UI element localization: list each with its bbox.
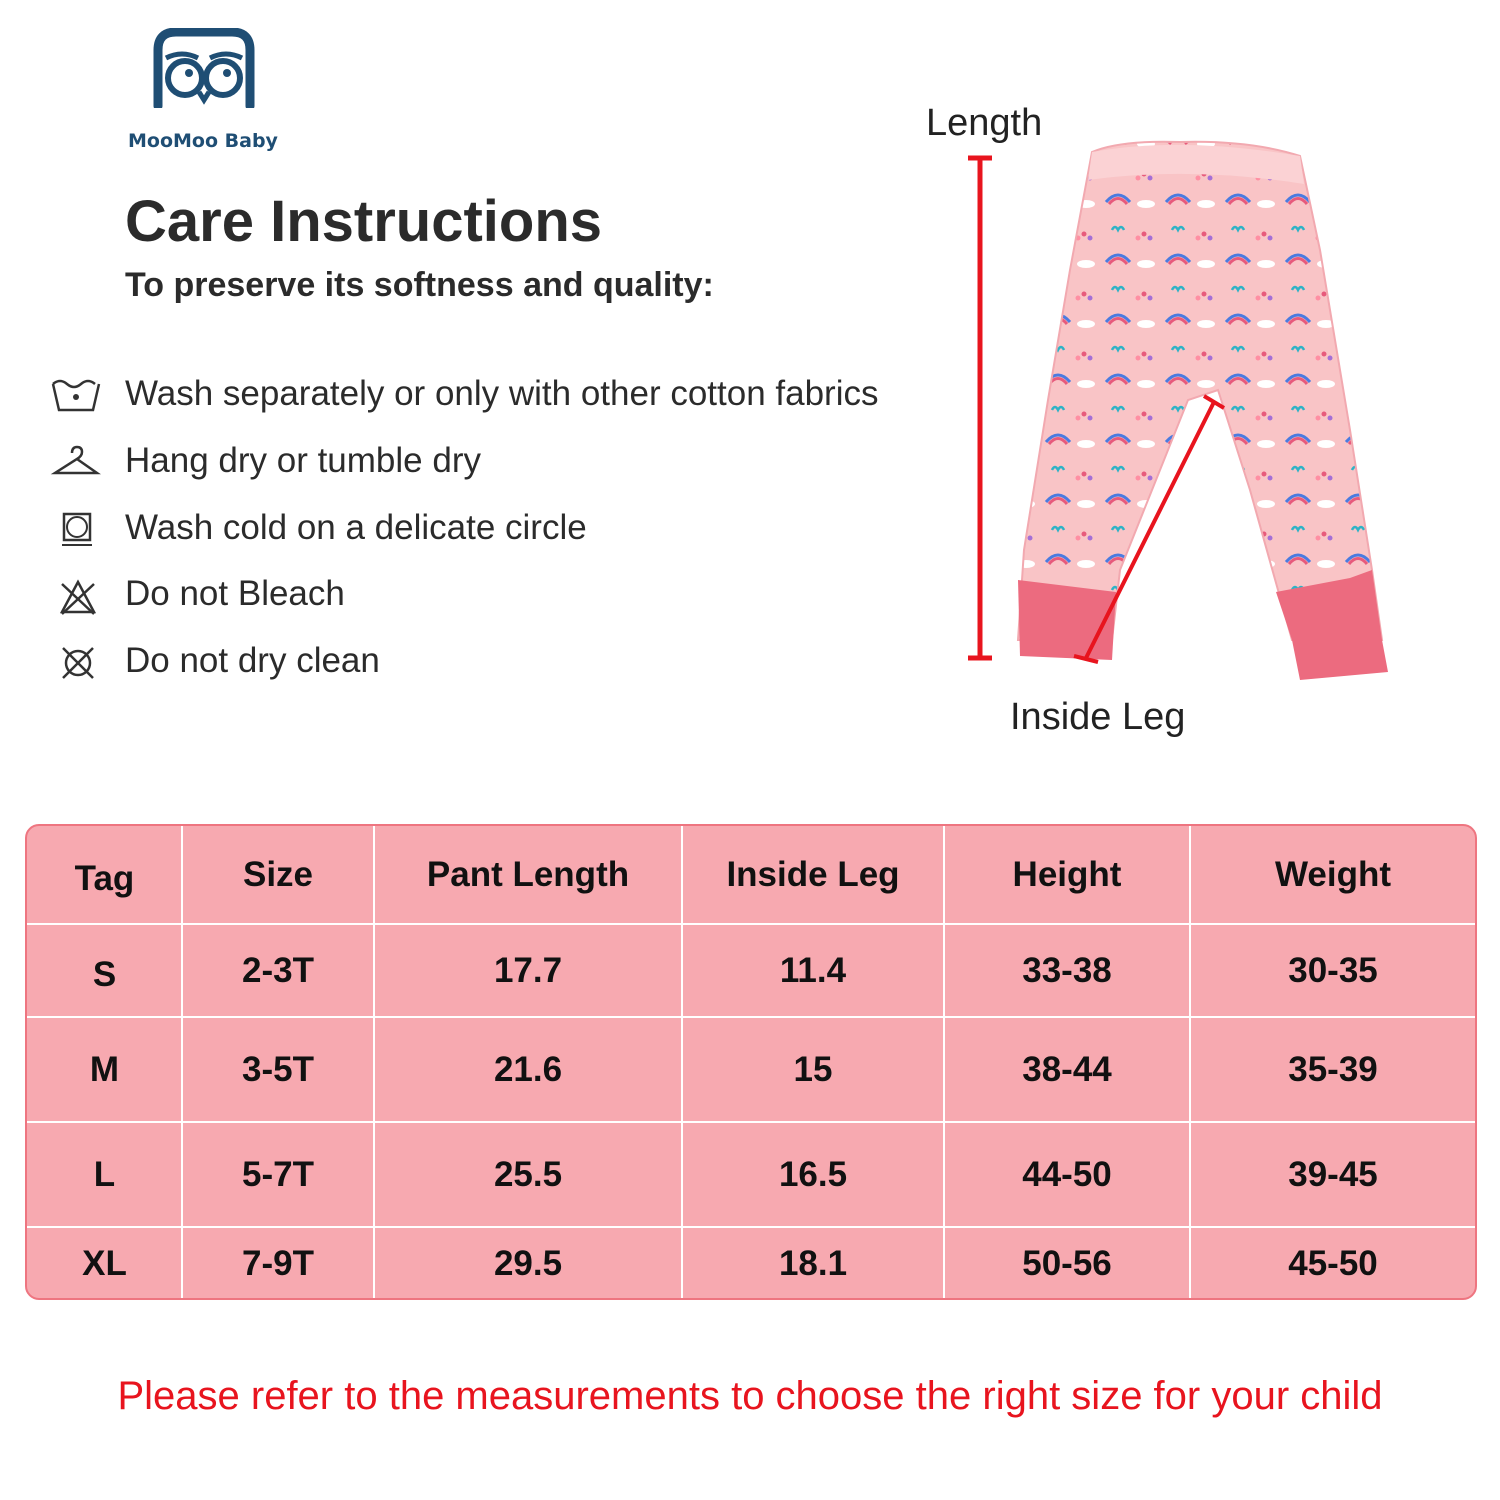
owl-logo-icon: [152, 28, 256, 108]
cell-weight: 45-50: [1288, 1243, 1378, 1283]
table-divider: [27, 1226, 1475, 1228]
cell-height: 44-50: [1022, 1154, 1112, 1194]
header-tag: Tag: [74, 859, 135, 898]
cell-weight: 30-35: [1288, 950, 1378, 990]
inside-leg-label: Inside Leg: [1010, 696, 1186, 738]
cell-inside-leg: 16.5: [778, 1154, 848, 1194]
table-row: [27, 1227, 1475, 1300]
header-inside-leg: Inside Leg: [726, 855, 900, 894]
brand-logo: [128, 28, 288, 158]
no-dry-clean-icon: [50, 643, 102, 683]
cell-pant-length: 25.5: [493, 1154, 563, 1194]
care-item-text: Wash cold on a delicate circle: [125, 508, 587, 547]
care-item: [50, 439, 950, 489]
cell-inside-leg: 18.1: [778, 1243, 848, 1283]
cell-tag: M: [89, 1049, 120, 1089]
cell-height: 50-56: [1022, 1243, 1112, 1283]
table-header-row: [27, 826, 1475, 924]
cell-inside-leg: 15: [793, 1049, 833, 1089]
hanger-icon: [50, 443, 102, 483]
cell-height: 38-44: [1022, 1049, 1112, 1089]
cell-size: 2-3T: [242, 950, 314, 990]
length-label: Length: [926, 102, 1043, 144]
table-divider: [27, 923, 1475, 925]
table-row: [27, 924, 1475, 1017]
header-pant-length: Pant Length: [426, 855, 630, 894]
cell-tag: L: [93, 1154, 116, 1194]
pants-measurement-diagram: [920, 100, 1480, 760]
care-item: [50, 639, 950, 689]
cell-size: 7-9T: [242, 1243, 314, 1283]
header-weight: Weight: [1274, 855, 1391, 894]
size-advice-note: Please refer to the measurements to choose the right size for your child: [117, 1374, 1383, 1418]
cell-pant-length: 29.5: [493, 1243, 563, 1283]
cell-tag: S: [92, 954, 117, 994]
care-item: [50, 572, 950, 622]
delicate-wash-icon: [50, 510, 102, 550]
care-item-text: Hang dry or tumble dry: [125, 441, 481, 480]
care-item-text: Do not Bleach: [125, 574, 345, 613]
table-divider: [27, 1121, 1475, 1123]
cell-tag: XL: [82, 1243, 127, 1283]
table-row: [27, 1122, 1475, 1227]
no-bleach-icon: [50, 576, 102, 616]
pants-image: [920, 100, 1480, 700]
care-title: Care Instructions: [125, 189, 602, 254]
header-size: Size: [242, 855, 314, 894]
cell-size: 5-7T: [242, 1154, 314, 1194]
cell-height: 33-38: [1022, 950, 1112, 990]
brand-name: MooMoo Baby: [128, 130, 278, 152]
care-item-text: Wash separately or only with other cotton fabrics: [125, 374, 879, 413]
cell-pant-length: 21.6: [493, 1049, 563, 1089]
cell-weight: 39-45: [1288, 1154, 1378, 1194]
header-height: Height: [1012, 855, 1122, 894]
cell-pant-length: 17.7: [493, 950, 563, 990]
cell-weight: 35-39: [1288, 1049, 1378, 1089]
cell-inside-leg: 11.4: [779, 950, 847, 990]
care-subtitle: To preserve its softness and quality:: [125, 266, 714, 304]
cell-size: 3-5T: [242, 1049, 314, 1089]
table-divider: [27, 1016, 1475, 1018]
wash-tub-icon: [50, 376, 102, 416]
table-row: [27, 1017, 1475, 1122]
care-item: [50, 506, 950, 556]
size-chart-table: [25, 824, 1477, 1300]
care-item-text: Do not dry clean: [125, 641, 380, 680]
care-item: [50, 372, 950, 422]
